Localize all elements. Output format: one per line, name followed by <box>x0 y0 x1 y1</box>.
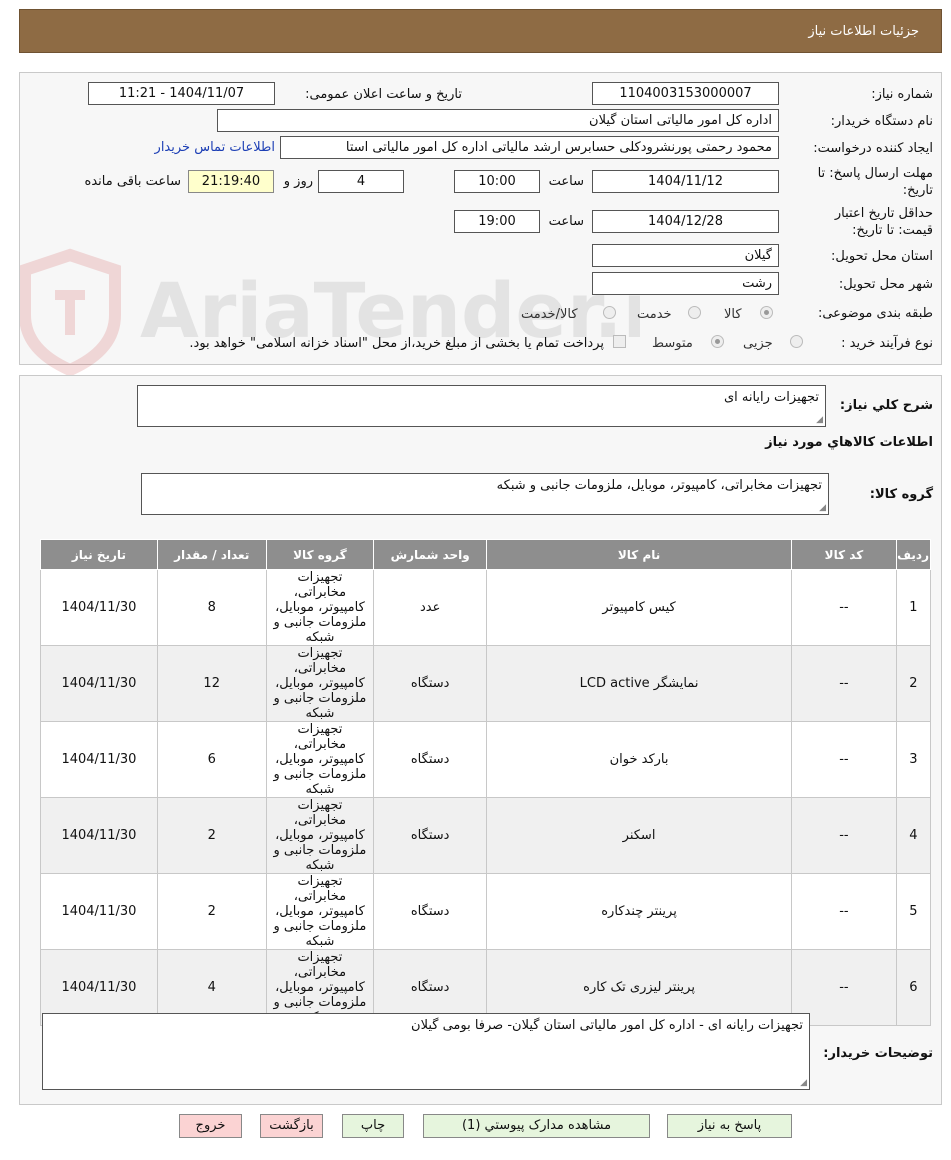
resize-grip-icon: ◢ <box>800 1078 807 1088</box>
cell-row-number: 6 <box>896 950 930 1026</box>
cell-item-code: -- <box>792 950 897 1026</box>
cell-quantity: 8 <box>157 570 266 646</box>
print-button[interactable]: چاپ <box>342 1114 404 1138</box>
resize-grip-icon: ◢ <box>816 415 823 425</box>
col-header-need-date: تاريخ نياز <box>41 540 158 570</box>
cell-item-name: اسکنر <box>487 798 792 874</box>
page-title: جزئیات اطلاعات نیاز <box>808 24 919 39</box>
cell-unit: دستگاه <box>374 722 487 798</box>
col-header-quantity: تعداد / مقدار <box>157 540 266 570</box>
cell-item-group: تجهیزات مخابراتی، کامپیوتر، موبایل، ملزومات جانبی و شبکه <box>266 722 374 798</box>
cell-quantity: 4 <box>157 950 266 1026</box>
cell-unit: دستگاه <box>374 798 487 874</box>
cell-item-name: پرینتر لیزری تک کاره <box>487 950 792 1026</box>
cell-need-date: 1404/11/30 <box>41 646 158 722</box>
cell-quantity: 2 <box>157 798 266 874</box>
buyer-notes-label: توضیحات خریدار: <box>823 1046 933 1061</box>
cell-item-group: تجهیزات مخابراتی، کامپیوتر، موبایل، ملزومات جانبی و <box>266 950 374 1026</box>
cell-item-code: -- <box>792 874 897 950</box>
cell-item-name: بارکد خوان <box>487 722 792 798</box>
province-field: گیلان <box>592 244 779 267</box>
summary-textarea <box>137 385 826 427</box>
category-radio-goods[interactable] <box>760 306 773 319</box>
col-header-unit: واحد شمارش <box>374 540 487 570</box>
process-option-medium: متوسط <box>652 336 693 351</box>
summary-text: تجهیزات رایانه ای <box>723 390 819 405</box>
validity-date-field: 1404/12/28 <box>592 210 779 233</box>
validity-time-field: 19:00 <box>454 210 540 233</box>
announce-field: 1404/11/07 - 11:21 <box>88 82 275 105</box>
table-row <box>41 646 931 722</box>
category-radio-goods-service[interactable] <box>603 306 616 319</box>
process-radio-medium[interactable] <box>711 335 724 348</box>
remaining-time-field: 21:19:40 <box>188 170 274 193</box>
goods-table <box>40 539 931 1026</box>
category-option-goods-service: کالا/خدمت <box>521 307 578 322</box>
treasury-payment-checkbox[interactable] <box>613 335 626 348</box>
back-button[interactable]: بازگشت <box>260 1114 323 1138</box>
summary-label: شرح کلي نياز: <box>839 398 933 413</box>
cell-item-code: -- <box>792 722 897 798</box>
process-label: نوع فرآیند خرید : <box>841 336 933 351</box>
cell-row-number: 3 <box>896 722 930 798</box>
cell-item-group: تجهیزات مخابراتی، کامپیوتر، موبایل، ملزومات جانبی و شبکه <box>266 874 374 950</box>
table-row <box>41 722 931 798</box>
goods-info-title: اطلاعات کالاهاي مورد نياز <box>765 435 933 450</box>
province-label: استان محل تحویل: <box>831 249 933 264</box>
days-field: 4 <box>318 170 404 193</box>
cell-need-date: 1404/11/30 <box>41 874 158 950</box>
cell-quantity: 6 <box>157 722 266 798</box>
category-radio-service[interactable] <box>688 306 701 319</box>
creator-label: ایجاد کننده درخواست: <box>813 141 933 156</box>
buyer-org-field: اداره کل امور مالیاتی استان گیلان <box>217 109 779 132</box>
days-label: روز و <box>283 174 313 189</box>
deadline-label: مهلت ارسال پاسخ: تا تاریخ: <box>817 166 933 198</box>
announce-label: تاریخ و ساعت اعلان عمومی: <box>305 87 462 102</box>
cell-item-name: نمایشگر LCD active <box>487 646 792 722</box>
treasury-payment-note: پرداخت تمام یا بخشی از مبلغ خرید،از محل "اسناد خزانه اسلامی" خواهد بود. <box>189 336 604 351</box>
category-option-service: خدمت <box>637 307 672 322</box>
goods-group-label: گروه کالا: <box>869 487 933 502</box>
cell-unit: دستگاه <box>374 950 487 1026</box>
cell-unit: دستگاه <box>374 874 487 950</box>
table-row <box>41 570 931 646</box>
col-header-row-number: رديف <box>896 540 930 570</box>
validity-label: حداقل تاریخ اعتبار قیمت: تا تاریخ: <box>834 206 933 238</box>
exit-button[interactable]: خروج <box>179 1114 242 1138</box>
attachments-button[interactable]: مشاهده مدارک پیوستي (1) <box>423 1114 650 1138</box>
validity-time-label: ساعت <box>548 214 584 229</box>
cell-item-name: پرینتر چندکاره <box>487 874 792 950</box>
buyer-notes-textarea <box>42 1013 810 1090</box>
resize-grip-icon: ◢ <box>819 503 826 513</box>
cell-need-date: 1404/11/30 <box>41 950 158 1026</box>
cell-item-group: تجهیزات مخابراتی، کامپیوتر، موبایل، ملزومات جانبی و شبکه <box>266 646 374 722</box>
buyer-org-label: نام دستگاه خریدار: <box>830 114 933 129</box>
cell-row-number: 5 <box>896 874 930 950</box>
cell-need-date: 1404/11/30 <box>41 570 158 646</box>
remaining-time-label: ساعت باقی مانده <box>84 174 181 189</box>
cell-need-date: 1404/11/30 <box>41 798 158 874</box>
cell-row-number: 4 <box>896 798 930 874</box>
category-label: طبقه بندی موضوعی: <box>817 306 933 321</box>
need-number-label: شماره نیاز: <box>871 87 933 102</box>
cell-item-group: تجهیزات مخابراتی، کامپیوتر، موبایل، ملزومات جانبی و شبکه <box>266 798 374 874</box>
cell-row-number: 1 <box>896 570 930 646</box>
cell-need-date: 1404/11/30 <box>41 722 158 798</box>
table-row <box>41 874 931 950</box>
table-row <box>41 798 931 874</box>
cell-unit: دستگاه <box>374 646 487 722</box>
page-header <box>19 9 942 53</box>
buyer-notes-text: تجهیزات رایانه ای - اداره کل امور مالیاتی استان گیلان- صرفا بومی گیلان <box>411 1018 803 1033</box>
need-number-field: 1104003153000007 <box>592 82 779 105</box>
cell-item-code: -- <box>792 646 897 722</box>
col-header-item-name: نام کالا <box>487 540 792 570</box>
creator-field: محمود رحمتی پورنشرودکلی حسابرس ارشد مالیاتی اداره کل امور مالیاتی استا <box>280 136 779 159</box>
reply-button[interactable]: پاسخ به نیاز <box>667 1114 792 1138</box>
cell-unit: عدد <box>374 570 487 646</box>
goods-group-text: تجهیزات مخابراتی، کامپیوتر، موبایل، ملزومات جانبی و شبکه <box>496 478 822 493</box>
goods-group-textarea <box>141 473 829 515</box>
category-option-goods: کالا <box>724 307 742 322</box>
cell-quantity: 12 <box>157 646 266 722</box>
process-option-minor: جزیی <box>743 336 773 351</box>
deadline-time-label: ساعت <box>548 174 584 189</box>
buyer-contact-link[interactable]: اطلاعات تماس خریدار <box>154 140 275 155</box>
city-field: رشت <box>592 272 779 295</box>
table-header-row <box>41 540 931 570</box>
cell-item-group: تجهیزات مخابراتی، کامپیوتر، موبایل، ملزومات جانبی و شبکه <box>266 570 374 646</box>
process-radio-minor[interactable] <box>790 335 803 348</box>
col-header-item-group: گروه کالا <box>266 540 374 570</box>
city-label: شهر محل تحویل: <box>838 277 933 292</box>
cell-item-name: کیس کامپیوتر <box>487 570 792 646</box>
deadline-time-field: 10:00 <box>454 170 540 193</box>
cell-item-code: -- <box>792 798 897 874</box>
cell-row-number: 2 <box>896 646 930 722</box>
cell-item-code: -- <box>792 570 897 646</box>
deadline-date-field: 1404/11/12 <box>592 170 779 193</box>
cell-quantity: 2 <box>157 874 266 950</box>
col-header-item-code: کد کالا <box>792 540 897 570</box>
